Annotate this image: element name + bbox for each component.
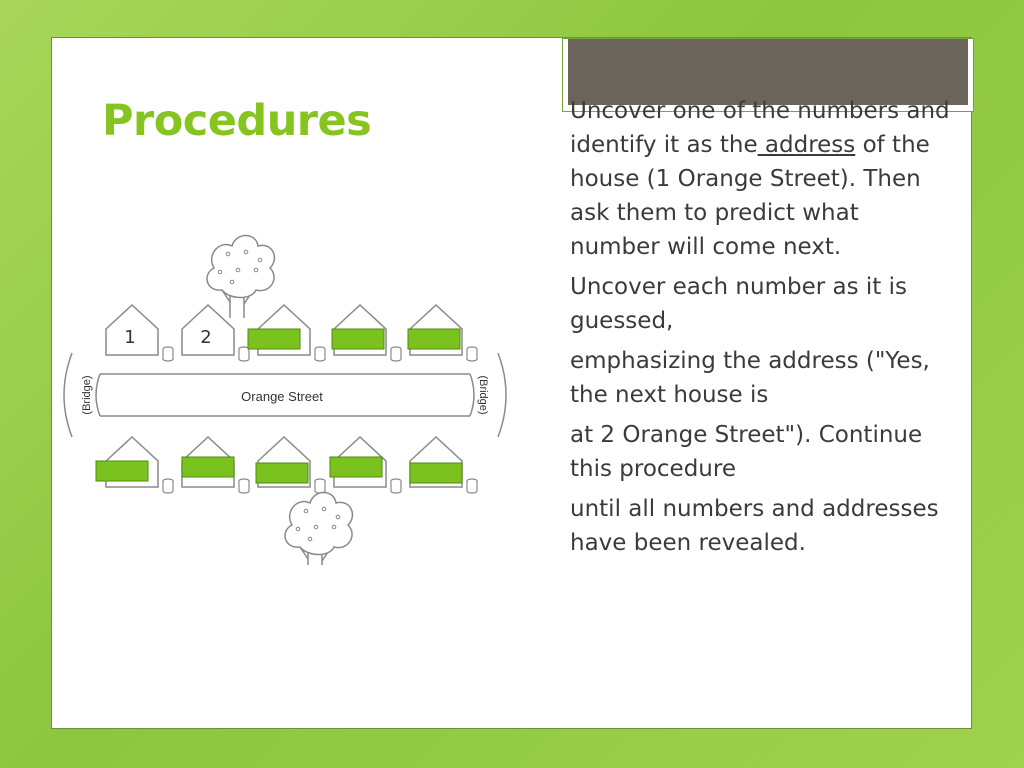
slide-title: Procedures	[102, 96, 372, 146]
house-number-1: 1	[124, 327, 136, 348]
number-cover-9[interactable]	[330, 457, 382, 477]
number-cover-3[interactable]	[248, 329, 300, 349]
number-cover-7[interactable]	[182, 457, 234, 477]
paragraph-2: Uncover each number as it is guessed,	[570, 274, 907, 334]
bridge-arc-left-outer	[64, 353, 72, 437]
number-cover-5[interactable]	[408, 329, 460, 349]
paragraph-1-end: of the house (1 Orange Street). Then ask them to predict what number will come next.	[570, 132, 930, 260]
street-diagram	[60, 225, 520, 565]
address-term: address	[757, 132, 856, 158]
bridge-label-right: (Bridge)	[477, 375, 489, 415]
paragraph-4: at 2 Orange Street"). Continue this procedure	[570, 422, 923, 482]
street-label: Orange Street	[241, 389, 323, 404]
number-cover-6[interactable]	[96, 461, 148, 481]
paragraph-3: emphasizing the address ("Yes, the next house is	[570, 348, 930, 408]
number-cover-10[interactable]	[410, 463, 462, 483]
paragraph-5: until all numbers and addresses have been revealed.	[570, 496, 939, 556]
slide-body	[570, 94, 950, 566]
number-cover-4[interactable]	[332, 329, 384, 349]
number-cover-8[interactable]	[256, 463, 308, 483]
house-2	[182, 305, 249, 361]
bridge-label-left: (Bridge)	[81, 375, 93, 415]
house-number-2: 2	[200, 327, 212, 348]
tree-icon-top	[207, 236, 274, 319]
bridge-arc-right-outer	[498, 353, 506, 437]
paragraph-1-start: Uncover one of the numbers and identify it as the	[570, 98, 950, 158]
bridge-arc-left-inner	[96, 374, 100, 416]
tree-icon-bottom	[285, 493, 352, 566]
bridge-arc-right-inner	[470, 374, 474, 416]
paragraph-1	[570, 94, 950, 264]
house-1	[106, 305, 173, 361]
